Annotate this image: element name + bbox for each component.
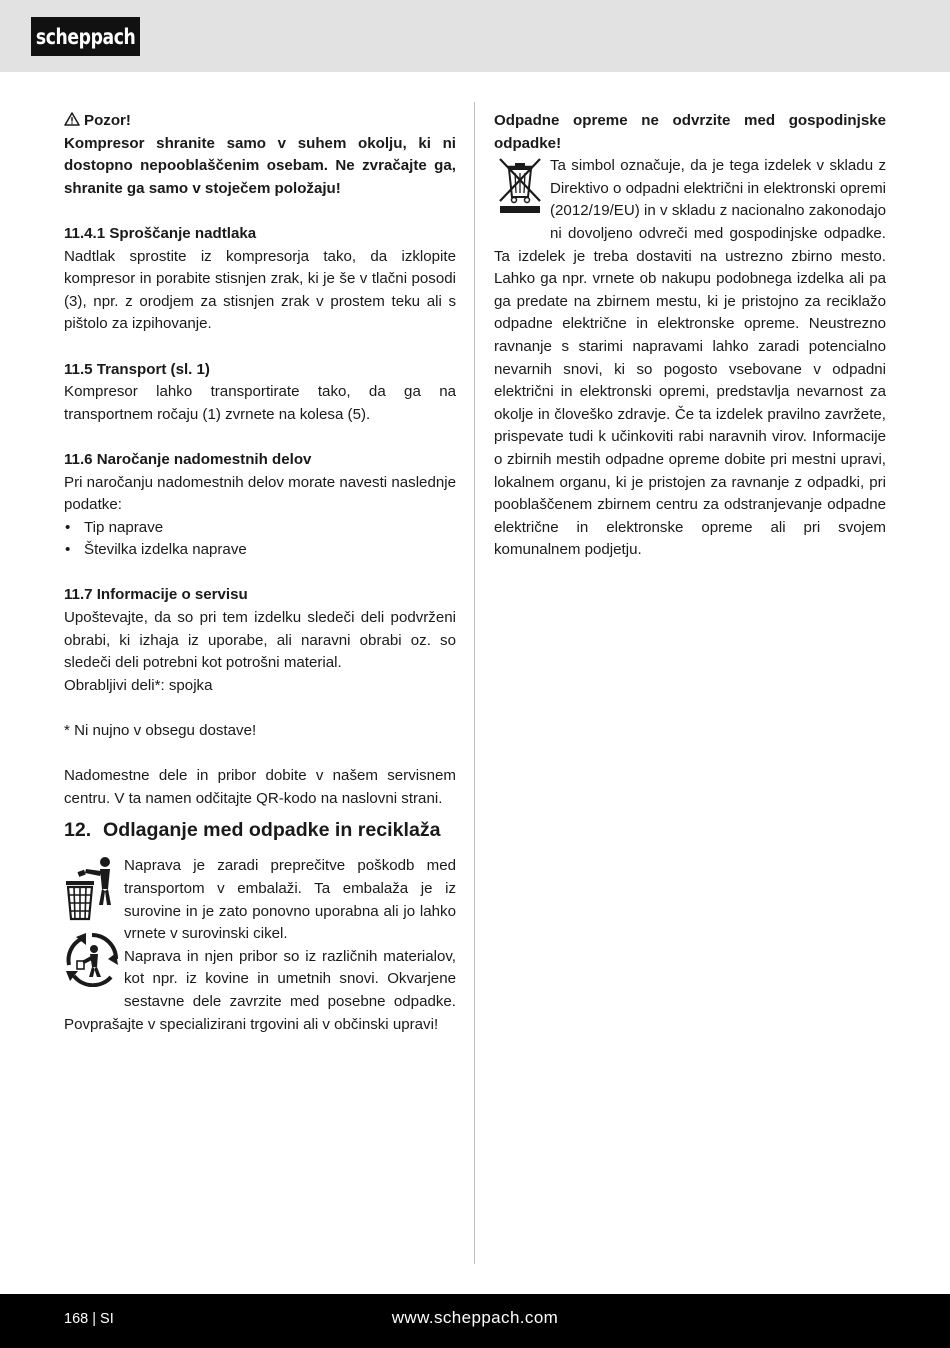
section-11-6-text: Pri naročanju nadomestnih delov morate navesti naslednje podatke: xyxy=(64,473,456,514)
wear-parts-text: Obrabljivi deli*: spojka xyxy=(64,676,213,694)
weee-block xyxy=(494,155,886,562)
weee-icon-wrap xyxy=(494,155,550,245)
crossed-out-wheelie-bin-icon xyxy=(494,155,546,215)
spare-parts-text: Nadomestne dele in pribor dobite v našem servisnem centru. V ta namen odčitajte QR-kodo na naslovni strani. xyxy=(64,767,456,807)
section-11-7-text: Upoštevajte, da so pri tem izdelku sledeči deli podvrženi obrabi, ki izhaja iz uporabe, ali naravni obrabi oz. so sledeči deli potrebni kot potrošni material. xyxy=(64,609,456,672)
weee-text: Ta simbol označuje, da je tega izdelek v skladu z Direktivo o odpadni električni in elektronski opremi (2012/19/EU) in v skladu z nacionalno zakonodajo ni dovoljeno odvreči med gospodinjske odpadke. Ta izdelek je treba dostaviti na ustrezno zbirno mesto. Lahko ga npr. vrnete ob nakupu podobnega izdelka ali pa ga predate na zbirnem mestu, ki je pristojno za reciklažo odpadne električne in elektronske opreme. Neustrezno ravnanje s starimi napravami lahko zaradi potencialno nevarnih snovi, ki so pogosto vsebovane v odpadni električni in elektronski opremi, predstavlja nevarnost za okolje in človeško zdravje. Če ta izdelek pravilno zavržete, prispevate tudi k učinkoviti rabi naravnih virov. Informacije o zbirnih mestih odpadne opreme dobite pri mestni upravi, lokalnem organu, ki je pristojen za ravnanje z odpadki, pri pooblaščenem zbirnem centru za odstranjevanje odpadne električne in elektronske opreme ali pri svojem komunalnem podjetju. xyxy=(494,157,886,559)
page-number: 168 | SI xyxy=(64,1311,114,1327)
section-11-4-1-text: Nadtlak sprostite iz kompresorja tako, da izklopite kompresor in porabite stisnjen zrak, ki je še v tlačni posodi (3), npr. z orodjem za stisnjen zrak v prostem teku ali s pištolo za izpihovanje. xyxy=(64,247,456,333)
weee-heading: Odpadne opreme ne odvrzite med gospodinjske odpadke! xyxy=(494,112,886,152)
column-divider xyxy=(474,102,475,1264)
list-item: • Številka izdelka naprave xyxy=(64,539,456,562)
recycling-cycle-icon xyxy=(64,931,120,987)
section-12-number: 12. xyxy=(64,819,92,842)
section-11-6-title: 11.6 Naročanje nadomestnih delov xyxy=(64,450,312,468)
section-12-title: Odlaganje med odpadke in reciklaža xyxy=(103,819,441,842)
section-11-4-1-title: 11.4.1 Sproščanje nadtlaka xyxy=(64,224,257,242)
website-link[interactable]: www.scheppach.com xyxy=(391,1308,559,1327)
warning-heading xyxy=(64,110,456,133)
trash-bin-figure-icon xyxy=(64,855,120,923)
section-12-text-2: Naprava in njen pribor so iz različnih materialov, kot npr. iz kovine in umetnih snovi. Okvarjene sestavne dele zavrzite med posebne odpadke. Povprašajte v specializirani trgovini ali v občinski upravi! xyxy=(64,947,456,1033)
section-12-heading xyxy=(64,819,456,842)
section-11-5-text: Kompresor lahko transportirate tako, da ga na transportnem ročaju (1) zvrnete na kolesa (5). xyxy=(64,383,456,423)
left-column xyxy=(64,110,456,1036)
section-11-5-title: 11.5 Transport (sl. 1) xyxy=(64,360,210,378)
section-11-7-title: 11.7 Informacije o servisu xyxy=(64,586,248,604)
warning-title: Pozor! xyxy=(84,112,131,129)
list-item: • Tip naprave xyxy=(64,517,456,540)
warning-triangle-icon xyxy=(64,112,80,126)
section-12-text-1: Naprava je zaradi preprečitve poškodb med transportom v embalaži. Ta embalaža je iz surovine in je zato ponovno uporabna ali jo lahko vrnete v surovinski cikel. xyxy=(124,857,456,943)
recycling-icons xyxy=(64,855,124,993)
logo-text: scheppach xyxy=(35,24,136,49)
scheppach-logo xyxy=(31,17,140,56)
header-band xyxy=(0,0,950,72)
right-column xyxy=(494,110,886,562)
spare-parts-info-list xyxy=(64,517,456,562)
warning-text: Kompresor shranite samo v suhem okolju, ki ni dostopno nepooblaščenim osebam. Ne zvračajte ga, shranite ga samo v stoječem položaju! xyxy=(64,134,456,197)
footnote: * Ni nujno v obsegu dostave! xyxy=(64,722,257,740)
recycling-block xyxy=(64,855,456,1036)
